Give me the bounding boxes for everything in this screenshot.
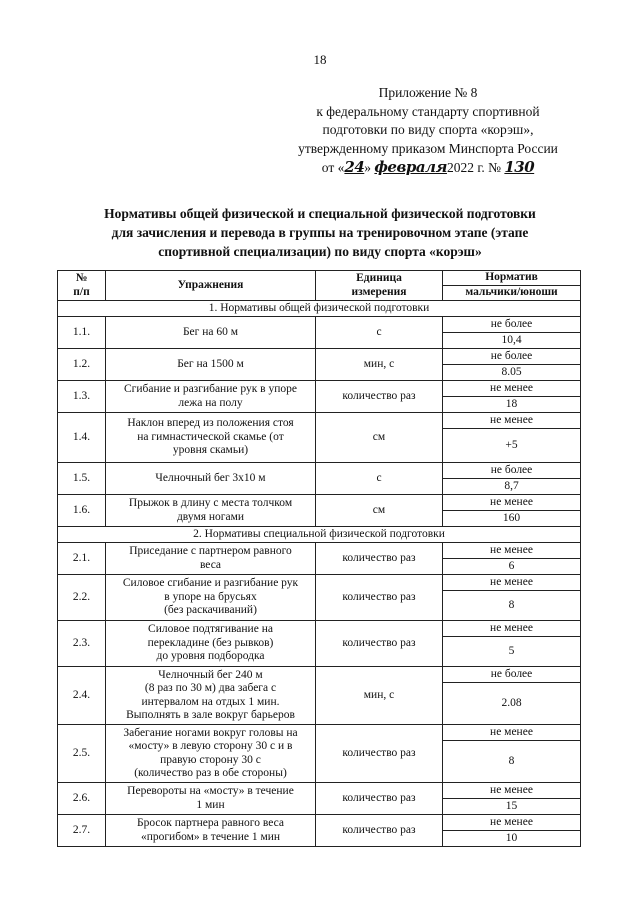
section-row xyxy=(58,301,581,317)
title-line: Нормативы общей физической и специальной физической подготовки xyxy=(104,206,536,221)
table-row xyxy=(58,725,581,741)
norm-condition: не менее xyxy=(443,495,581,511)
table-row xyxy=(58,317,581,333)
annex-line: к федеральному стандарту спортивной xyxy=(316,103,540,119)
header-norm: Норматив xyxy=(443,271,581,286)
exercise-line: Силовое подтягивание на xyxy=(148,623,273,636)
unit-cell: мин, с xyxy=(316,349,443,381)
norm-condition: не более xyxy=(443,317,581,333)
norm-condition: не менее xyxy=(443,725,581,741)
unit-cell: см xyxy=(316,495,443,527)
date-sep: » xyxy=(364,160,372,175)
norm-condition: не более xyxy=(443,667,581,683)
title-line: для зачисления и перевода в группы на тренировочном этапе (этапе xyxy=(111,225,529,240)
exercise-cell xyxy=(106,317,316,349)
exercise-line: Забегание ногами вокруг головы на xyxy=(123,726,298,739)
norm-condition: не менее xyxy=(443,575,581,591)
norm-condition: не менее xyxy=(443,381,581,397)
table-row xyxy=(58,575,581,591)
norm-value: +5 xyxy=(443,429,581,463)
norm-condition: не менее xyxy=(443,783,581,799)
unit-cell: количество раз xyxy=(316,815,443,847)
table-row xyxy=(58,667,581,683)
row-number: 1.3. xyxy=(58,381,106,413)
header-num: № п/п xyxy=(58,271,106,301)
row-number: 2.5. xyxy=(58,725,106,783)
unit-cell: количество раз xyxy=(316,725,443,783)
exercise-line: Перевороты на «мосту» в течение xyxy=(127,785,294,797)
table-row xyxy=(58,413,581,429)
title-line: спортивной специализации) по виду спорта «корэш» xyxy=(158,244,482,259)
exercise-cell xyxy=(106,495,316,527)
exercise-cell xyxy=(106,543,316,575)
handwritten-number: 130 xyxy=(504,158,535,176)
norm-condition: не более xyxy=(443,463,581,479)
header-unit: Единица измерения xyxy=(316,271,443,301)
norm-value: 5 xyxy=(443,637,581,667)
row-number: 1.5. xyxy=(58,463,106,495)
row-number: 2.2. xyxy=(58,575,106,621)
exercise-cell xyxy=(106,413,316,463)
exercise-cell xyxy=(106,783,316,815)
exercise-cell xyxy=(106,667,316,725)
unit-cell: количество раз xyxy=(316,381,443,413)
annex-header xyxy=(268,84,588,178)
table-row xyxy=(58,463,581,479)
annex-line: утвержденному приказом Минспорта России xyxy=(298,140,558,156)
exercise-line: (без раскачиваний) xyxy=(164,604,257,617)
exercise-line: 1 мин xyxy=(196,798,225,811)
table-row xyxy=(58,381,581,397)
exercise-line: Челночный бег 240 м xyxy=(158,668,263,681)
row-number: 1.6. xyxy=(58,495,106,527)
exercise-cell xyxy=(106,815,316,847)
section-title: 1. Нормативы общей физической подготовки xyxy=(58,301,581,317)
unit-cell: количество раз xyxy=(316,575,443,621)
exercise-line: интервалом на отдых 1 мин. xyxy=(141,695,280,708)
table-row xyxy=(58,783,581,799)
exercise-line: перекладине (без рывков) xyxy=(147,636,274,649)
exercise-line: Челночный бег 3х10 м xyxy=(155,471,266,484)
date-year: 2022 г. № xyxy=(446,160,501,175)
exercise-cell xyxy=(106,381,316,413)
section-title: 2. Нормативы специальной физической подготовки xyxy=(58,527,581,543)
exercise-line: Бег на 1500 м xyxy=(177,357,244,370)
exercise-line: Силовое сгибание и разгибание рук xyxy=(122,577,299,590)
exercise-line: в упоре на брусьях xyxy=(164,590,257,603)
table-body xyxy=(58,301,581,847)
section-row xyxy=(58,527,581,543)
unit-cell: с xyxy=(316,463,443,495)
exercise-line: Бег на 60 м xyxy=(182,325,239,338)
norm-value: 18 xyxy=(443,397,581,413)
norm-value: 160 xyxy=(443,511,581,527)
table-row xyxy=(58,349,581,365)
exercise-line: Наклон вперед из положения стоя xyxy=(127,417,294,430)
row-number: 2.1. xyxy=(58,543,106,575)
unit-cell: количество раз xyxy=(316,783,443,815)
exercise-line: уровня скамьи) xyxy=(172,444,249,457)
exercise-cell xyxy=(106,621,316,667)
annex-title: Приложение № 8 xyxy=(378,85,478,100)
norm-condition: не менее xyxy=(443,815,581,831)
table-row xyxy=(58,495,581,511)
norm-value: 15 xyxy=(443,799,581,815)
row-number: 2.7. xyxy=(58,815,106,847)
row-number: 2.3. xyxy=(58,621,106,667)
exercise-line: до уровня подбородка xyxy=(156,650,265,663)
exercise-cell xyxy=(106,575,316,621)
table-row xyxy=(58,543,581,559)
row-number: 1.1. xyxy=(58,317,106,349)
unit-cell: с xyxy=(316,317,443,349)
unit-cell: см xyxy=(316,413,443,463)
exercise-line: (8 раз по 30 м) два забега с xyxy=(144,682,277,694)
exercise-line: на гимнастической скамье (от xyxy=(137,430,284,443)
row-number: 1.2. xyxy=(58,349,106,381)
norm-value: 8 xyxy=(443,741,581,783)
norm-condition: не менее xyxy=(443,543,581,559)
unit-cell: мин, с xyxy=(316,667,443,725)
norm-value: 6 xyxy=(443,559,581,575)
norm-condition: не менее xyxy=(443,621,581,637)
date-prefix: от « xyxy=(321,160,345,175)
norm-condition: не более xyxy=(443,349,581,365)
header-exercise: Упражнения xyxy=(106,271,316,301)
page-number: 18 xyxy=(313,52,327,67)
unit-cell: количество раз xyxy=(316,621,443,667)
exercise-cell xyxy=(106,725,316,783)
table-row xyxy=(58,621,581,637)
norm-value: 8 xyxy=(443,591,581,621)
norm-value: 8,7 xyxy=(443,479,581,495)
exercise-line: лежа на полу xyxy=(178,396,243,409)
header-norm-sub: мальчики/юноши xyxy=(443,286,581,301)
unit-cell: количество раз xyxy=(316,543,443,575)
exercise-line: «прогибом» в течение 1 мин xyxy=(140,830,281,843)
norm-value: 2.08 xyxy=(443,683,581,725)
row-number: 1.4. xyxy=(58,413,106,463)
exercise-line: правую сторону 30 с xyxy=(160,753,261,766)
norm-value: 10,4 xyxy=(443,333,581,349)
exercise-line: Бросок партнера равного веса xyxy=(137,817,284,829)
exercise-line: веса xyxy=(199,558,222,571)
row-number: 2.4. xyxy=(58,667,106,725)
exercise-line: Выполнять в зале вокруг барьеров xyxy=(126,709,295,721)
row-number: 2.6. xyxy=(58,783,106,815)
exercise-cell xyxy=(106,463,316,495)
table-row xyxy=(58,815,581,831)
norm-value: 10 xyxy=(443,831,581,847)
annex-line: подготовки по виду спорта «корэш», xyxy=(322,122,534,137)
exercise-line: двумя ногами xyxy=(176,510,245,523)
norm-value: 8.05 xyxy=(443,365,581,381)
exercise-line: Сгибание и разгибание рук в упоре xyxy=(124,383,297,395)
exercise-line: Приседание с партнером равного xyxy=(129,545,292,557)
annex-date-line xyxy=(268,158,588,178)
exercise-line: (количество раз в обе стороны) xyxy=(134,767,287,779)
exercise-line: «мосту» в левую сторону 30 с и в xyxy=(128,740,293,752)
handwritten-day: 24 xyxy=(344,158,365,176)
exercise-line: Прыжок в длину с места толчком xyxy=(128,497,293,509)
norms-table xyxy=(57,270,581,847)
document-title xyxy=(60,204,580,261)
handwritten-month: февраля xyxy=(374,158,447,176)
norm-condition: не менее xyxy=(443,413,581,429)
exercise-cell xyxy=(106,349,316,381)
